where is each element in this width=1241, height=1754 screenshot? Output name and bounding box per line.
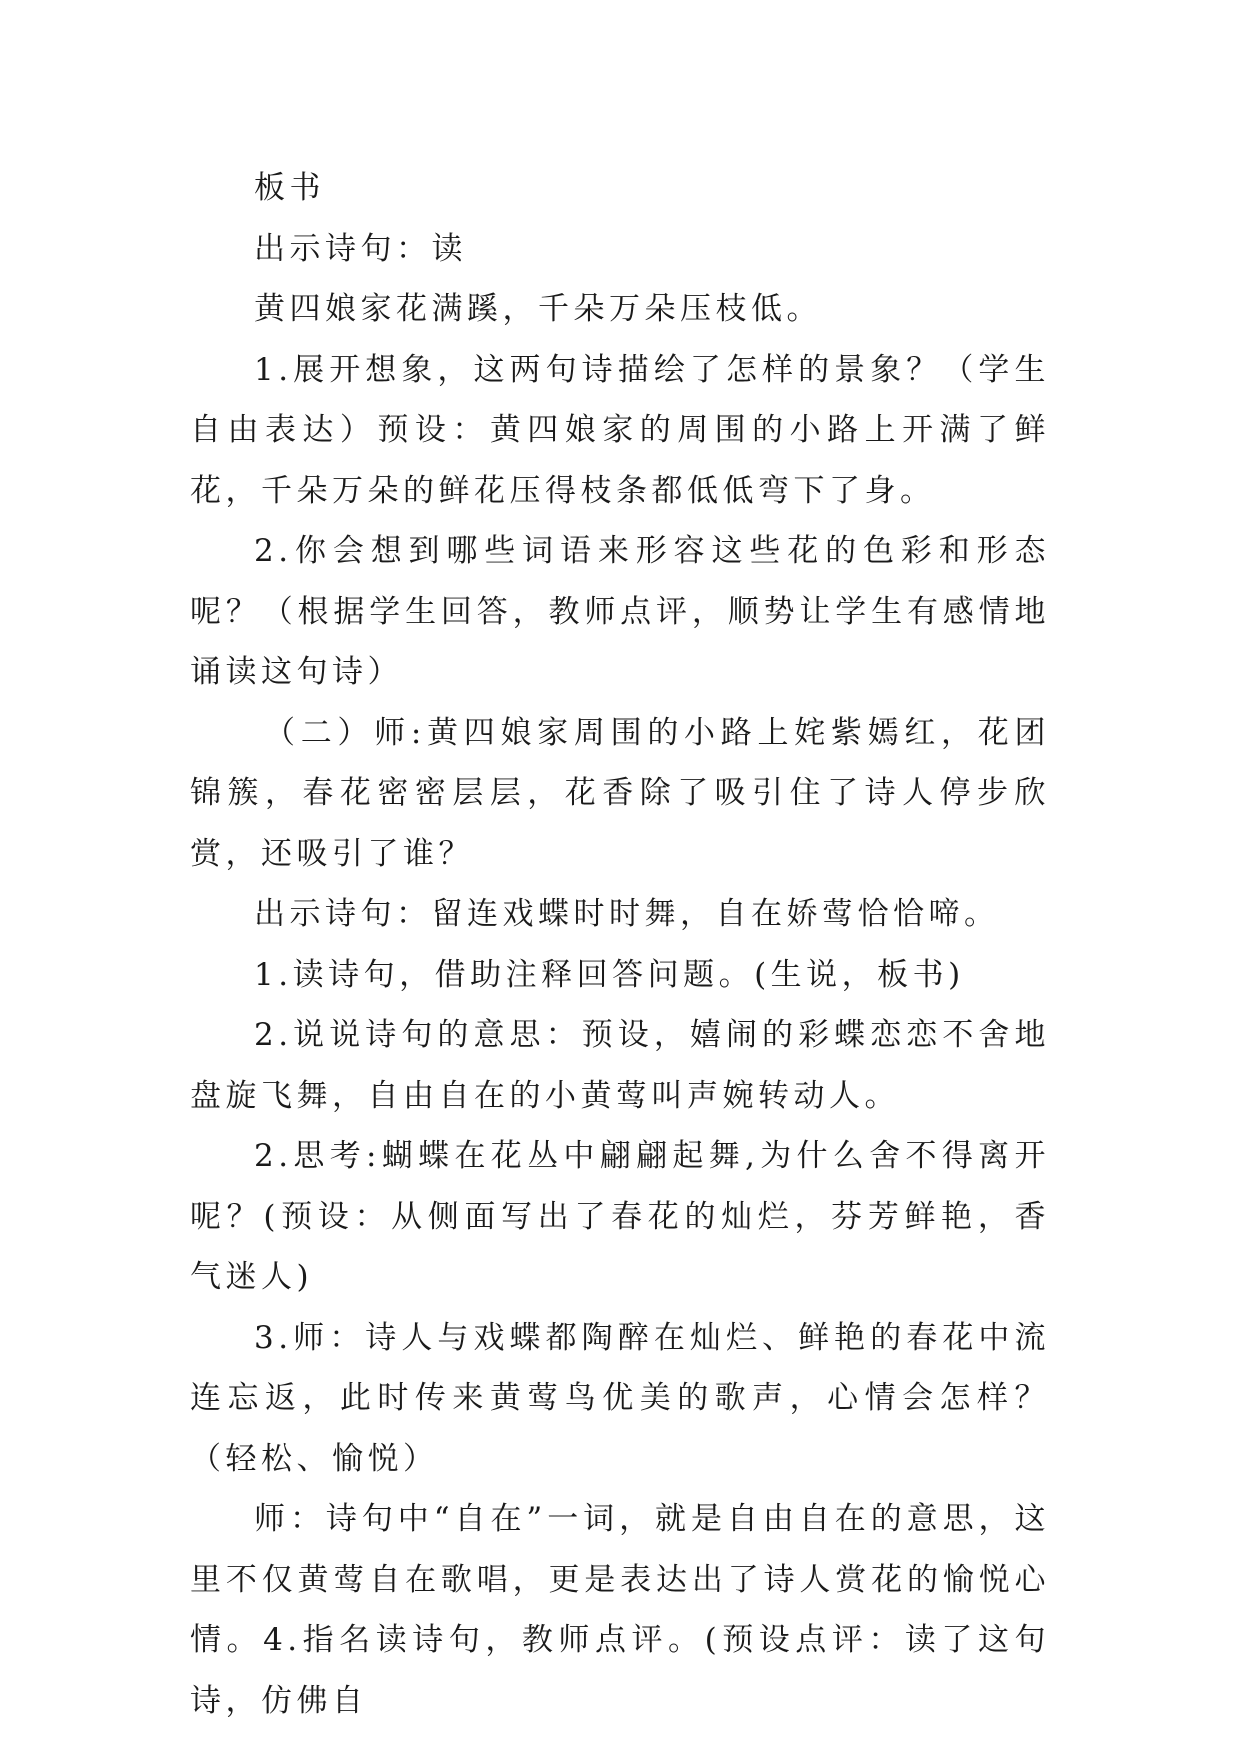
paragraph-show-poem-1: 出示诗句：读 [254, 230, 467, 267]
paragraph-poem-meaning: 2.说说诗句的意思：预设，嬉闹的彩蝶恋恋不舍地盘旋飞舞，自由自在的小黄莺叫声婉转动人。 [190, 1017, 1050, 1114]
paragraph-question-2: 2.你会想到哪些词语来形容这些花的色彩和形态呢？（根据学生回答，教师点评，顺势让学生有感情地诵读这句诗） [190, 533, 1050, 690]
paragraph-question-1: 1.展开想象，这两句诗描绘了怎样的景象？（学生自由表达）预设：黄四娘家的周围的小路上开满了鲜花，千朵万朵的鲜花压得枝条都低低弯下了身。 [190, 351, 1050, 509]
paragraph-teacher-comment: 师：诗句中“自在”一词，就是自由自在的意思，这里不仅黄莺自在歌唱，更是表达出了诗人赏花的愉悦心情。4.指名读诗句，教师点评。(预设点评：读了这句诗，仿佛自 [190, 1501, 1050, 1719]
paragraph-poem-line-1: 黄四娘家花满蹊，千朵万朵压枝低。 [254, 291, 822, 327]
paragraph-think: 2.思考:蝴蝶在花丛中翩翩起舞,为什么舍不得离开呢？(预设：从侧面写出了春花的灿烂，芬芳鲜艳，香气迷人) [190, 1138, 1050, 1295]
paragraph-board-heading: 板书 [254, 170, 325, 206]
paragraph-teacher-3: 3.师：诗人与戏蝶都陶醉在灿烂、鲜艳的春花中流连忘返，此时传来黄莺鸟优美的歌声，心情会怎样？（轻松、愉悦） [190, 1319, 1050, 1477]
paragraph-show-poem-2: 出示诗句：留连戏蝶时时舞，自在娇莺恰恰啼。 [254, 896, 1000, 932]
paragraph-section-two: （二）师:黄四娘家周围的小路上姹紫嫣红，花团锦簇，春花密密层层，花香除了吸引住了诗人停步欣赏，还吸引了谁？ [190, 714, 1050, 872]
document-body [190, 158, 1050, 1731]
paragraph-read-poem: 1.读诗句，借助注释回答问题。(生说，板书) [254, 956, 965, 993]
